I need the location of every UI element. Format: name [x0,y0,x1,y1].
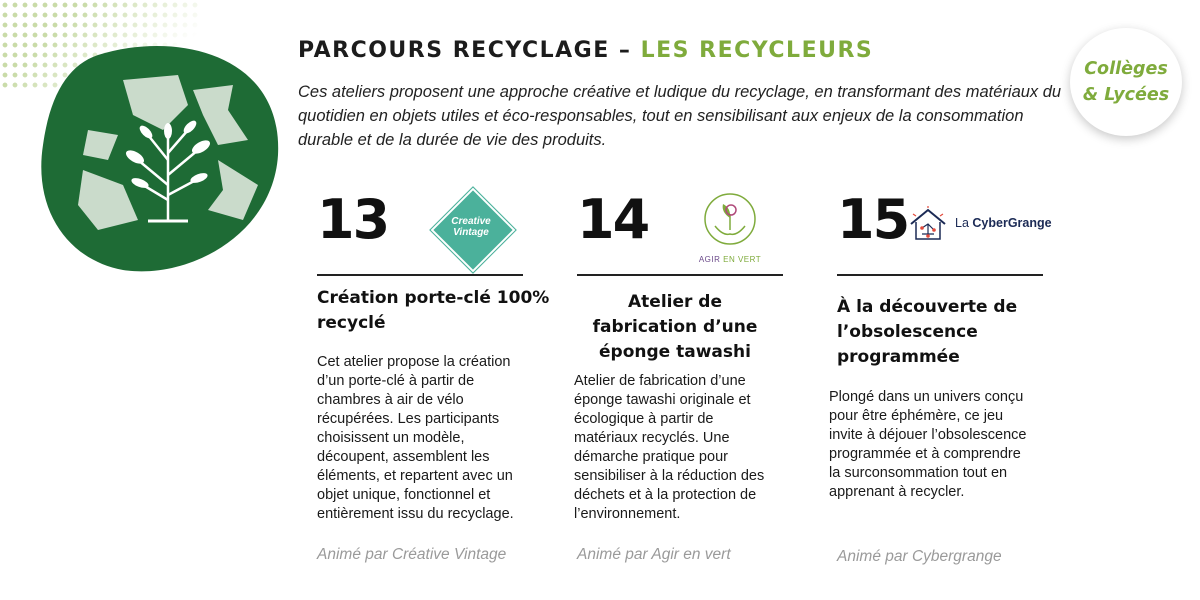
workshop-number: 14 [577,188,649,251]
workshop-credit: Animé par Cybergrange [837,548,1002,565]
creative-vintage-logo: Creative Vintage [435,192,511,268]
page-title: PARCOURS RECYCLAGE – LES RECYCLEURS [298,38,874,63]
divider [837,274,1043,276]
agir-en-vert-logo: AGIR EN VERT [695,190,765,266]
workshop-description: Cet atelier propose la création d’un porte-clé à partir de chambres à air de vélo récupérées. Les participants choisissent un modèle, découpent, assemblent les éléments, et repartent avec un objet unique, fonctionnel et entièrement issu du recyclage. [317,354,514,522]
cybergrange-logo: La CyberGrange [907,206,1057,246]
workshop-title: Atelier de fabrication d’une éponge tawashi [592,292,758,362]
badge-line-2: & Lycées [1082,85,1170,105]
workshop-number: 15 [837,188,909,251]
house-circuit-icon [907,206,949,242]
recycling-plant-icon [28,35,288,275]
divider [577,274,783,276]
divider [317,274,523,276]
workshop-number: 13 [317,188,389,251]
workshop-description: Atelier de fabrication d’une éponge tawashi originale et écologique à partir de matériaux recyclés. Une démarche pratique pour sensibiliser à la réduction des déchets et à la protection de l’environnement. [574,373,765,522]
intro-text: Ces ateliers proposent une approche créative et ludique du recyclage, en transformant des matériaux du quotidien en objets utiles et éco-responsables, tout en sensibilisant aux enjeux de la consommation durable et de la durée de vie des produits. [298,83,1062,149]
workshop-description: Plongé dans un univers conçu pour être éphémère, ce jeu invite à déjouer l’obsolescence programmée et à comprendre la surconsommation tout en apprenant à recycler. [829,389,1027,500]
workshop-credit: Animé par Créative Vintage [317,546,507,563]
workshop-title: Création porte-clé 100% recyclé [317,288,550,333]
workshop-title: À la découverte de l’obsolescence programmée [837,297,1018,367]
badge-line-1: Collèges [1084,59,1168,79]
audience-badge [1070,28,1182,136]
hands-leaf-icon [701,190,759,248]
workshop-credit: Animé par Agir en vert [577,546,731,563]
